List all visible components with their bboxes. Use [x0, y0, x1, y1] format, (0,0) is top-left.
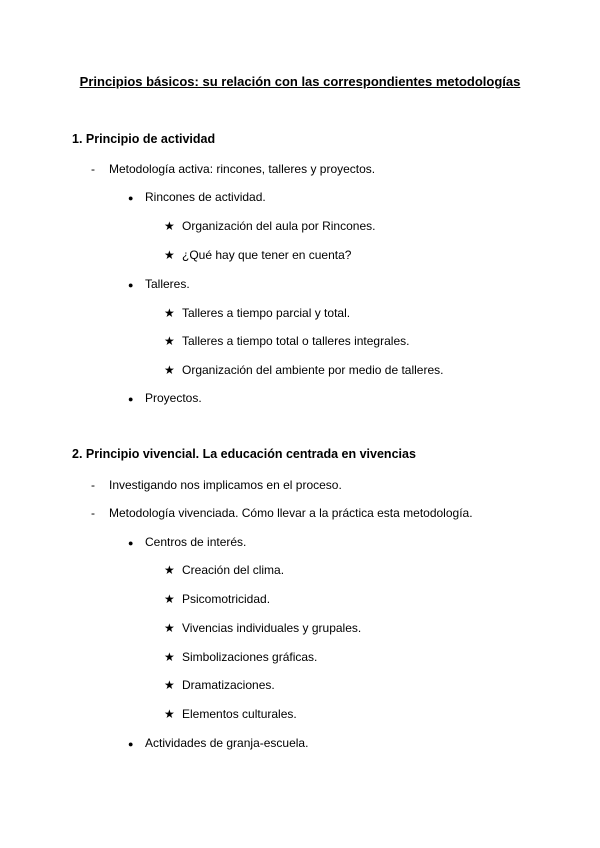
dot-bullet: ● [128, 739, 134, 749]
talleres-point-2: Talleres a tiempo total o talleres integrales. [182, 334, 410, 348]
star-bullet: ★ [164, 621, 175, 635]
star-bullet: ★ [164, 363, 175, 377]
section-1-item-1: Metodología activa: rincones, talleres y proyectos. [109, 162, 376, 176]
star-bullet: ★ [164, 248, 175, 262]
section-1-sub-talleres: Talleres. [145, 277, 190, 291]
section-1-sub-proyectos: Proyectos. [145, 391, 202, 405]
dash-bullet: - [91, 478, 95, 492]
rincones-point-1: Organización del aula por Rincones. [182, 219, 376, 233]
dot-bullet: ● [128, 280, 134, 290]
centros-point-4: Simbolizaciones gráficas. [182, 650, 318, 664]
star-bullet: ★ [164, 707, 175, 721]
star-bullet: ★ [164, 563, 175, 577]
dash-bullet: - [91, 162, 95, 176]
centros-point-3: Vivencias individuales y grupales. [182, 621, 362, 635]
section-1-heading: 1. Principio de actividad [72, 132, 216, 146]
section-1-sub-rincones: Rincones de actividad. [145, 190, 266, 204]
document-title: Principios básicos: su relación con las correspondientes metodologías [79, 74, 521, 89]
talleres-point-3: Organización del ambiente por medio de talleres. [182, 363, 444, 377]
star-bullet: ★ [164, 306, 175, 320]
section-2-sub-centros: Centros de interés. [145, 535, 247, 549]
centros-point-2: Psicomotricidad. [182, 592, 271, 606]
dot-bullet: ● [128, 538, 134, 548]
dash-bullet: - [91, 506, 95, 520]
section-2-item-2: Metodología vivenciada. Cómo llevar a la práctica esta metodología. [109, 506, 473, 520]
dot-bullet: ● [128, 193, 134, 203]
star-bullet: ★ [164, 592, 175, 606]
star-bullet: ★ [164, 678, 175, 692]
section-2-heading: 2. Principio vivencial. La educación centrada en vivencias [72, 447, 416, 461]
centros-point-5: Dramatizaciones. [182, 678, 275, 692]
star-bullet: ★ [164, 650, 175, 664]
dot-bullet: ● [128, 394, 134, 404]
section-2-item-1: Investigando nos implicamos en el proceso. [109, 478, 342, 492]
rincones-point-2: ¿Qué hay que tener en cuenta? [182, 248, 352, 262]
star-bullet: ★ [164, 334, 175, 348]
talleres-point-1: Talleres a tiempo parcial y total. [182, 306, 351, 320]
centros-point-6: Elementos culturales. [182, 707, 297, 721]
section-2-sub-granja: Actividades de granja-escuela. [145, 736, 309, 750]
star-bullet: ★ [164, 219, 175, 233]
centros-point-1: Creación del clima. [182, 563, 285, 577]
